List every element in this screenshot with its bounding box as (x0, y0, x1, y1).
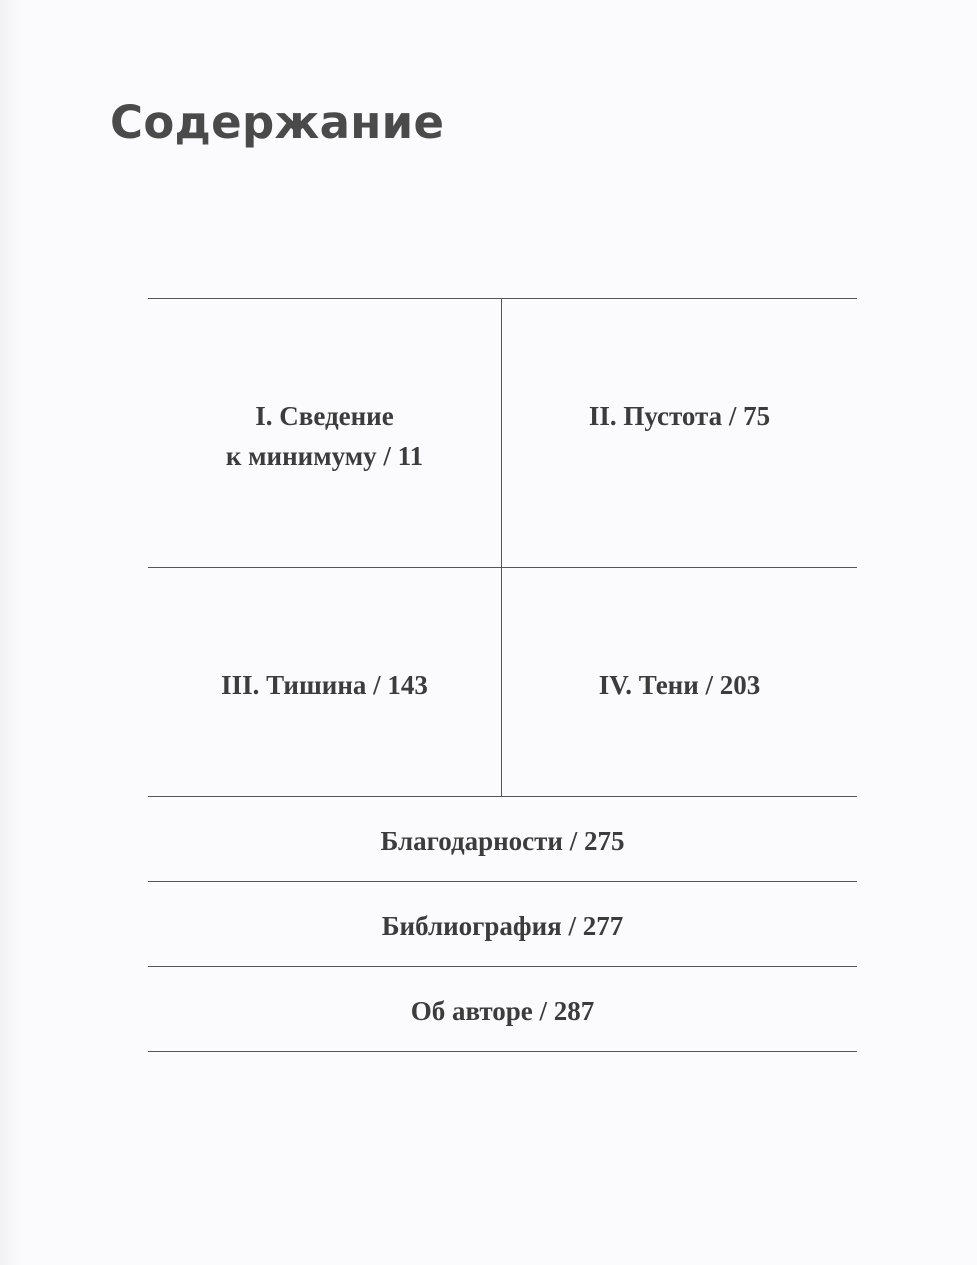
chapter-1-line-1: I. Сведение (255, 401, 394, 431)
page-edge-shadow (0, 0, 22, 1265)
table-of-contents (148, 298, 857, 1052)
toc-row-about-author[interactable]: Об авторе / 287 (148, 967, 857, 1052)
chapter-2-cell[interactable] (502, 299, 857, 568)
chapter-grid (148, 298, 857, 797)
chapter-3-cell[interactable] (148, 568, 502, 797)
chapter-3-line-1: III. Тишина / 143 (221, 670, 428, 700)
page-title: Содержание (110, 96, 445, 149)
toc-row-acknowledgements[interactable]: Благодарности / 275 (148, 797, 857, 882)
chapter-2-line-1: II. Пустота / 75 (588, 401, 771, 431)
chapter-1-line-2: к минимуму / 11 (225, 441, 424, 471)
chapter-4-cell[interactable] (502, 568, 857, 797)
chapter-4-line-1: IV. Тени / 203 (598, 670, 761, 700)
chapter-1-cell[interactable] (148, 299, 502, 568)
toc-row-bibliography[interactable]: Библиография / 277 (148, 882, 857, 967)
